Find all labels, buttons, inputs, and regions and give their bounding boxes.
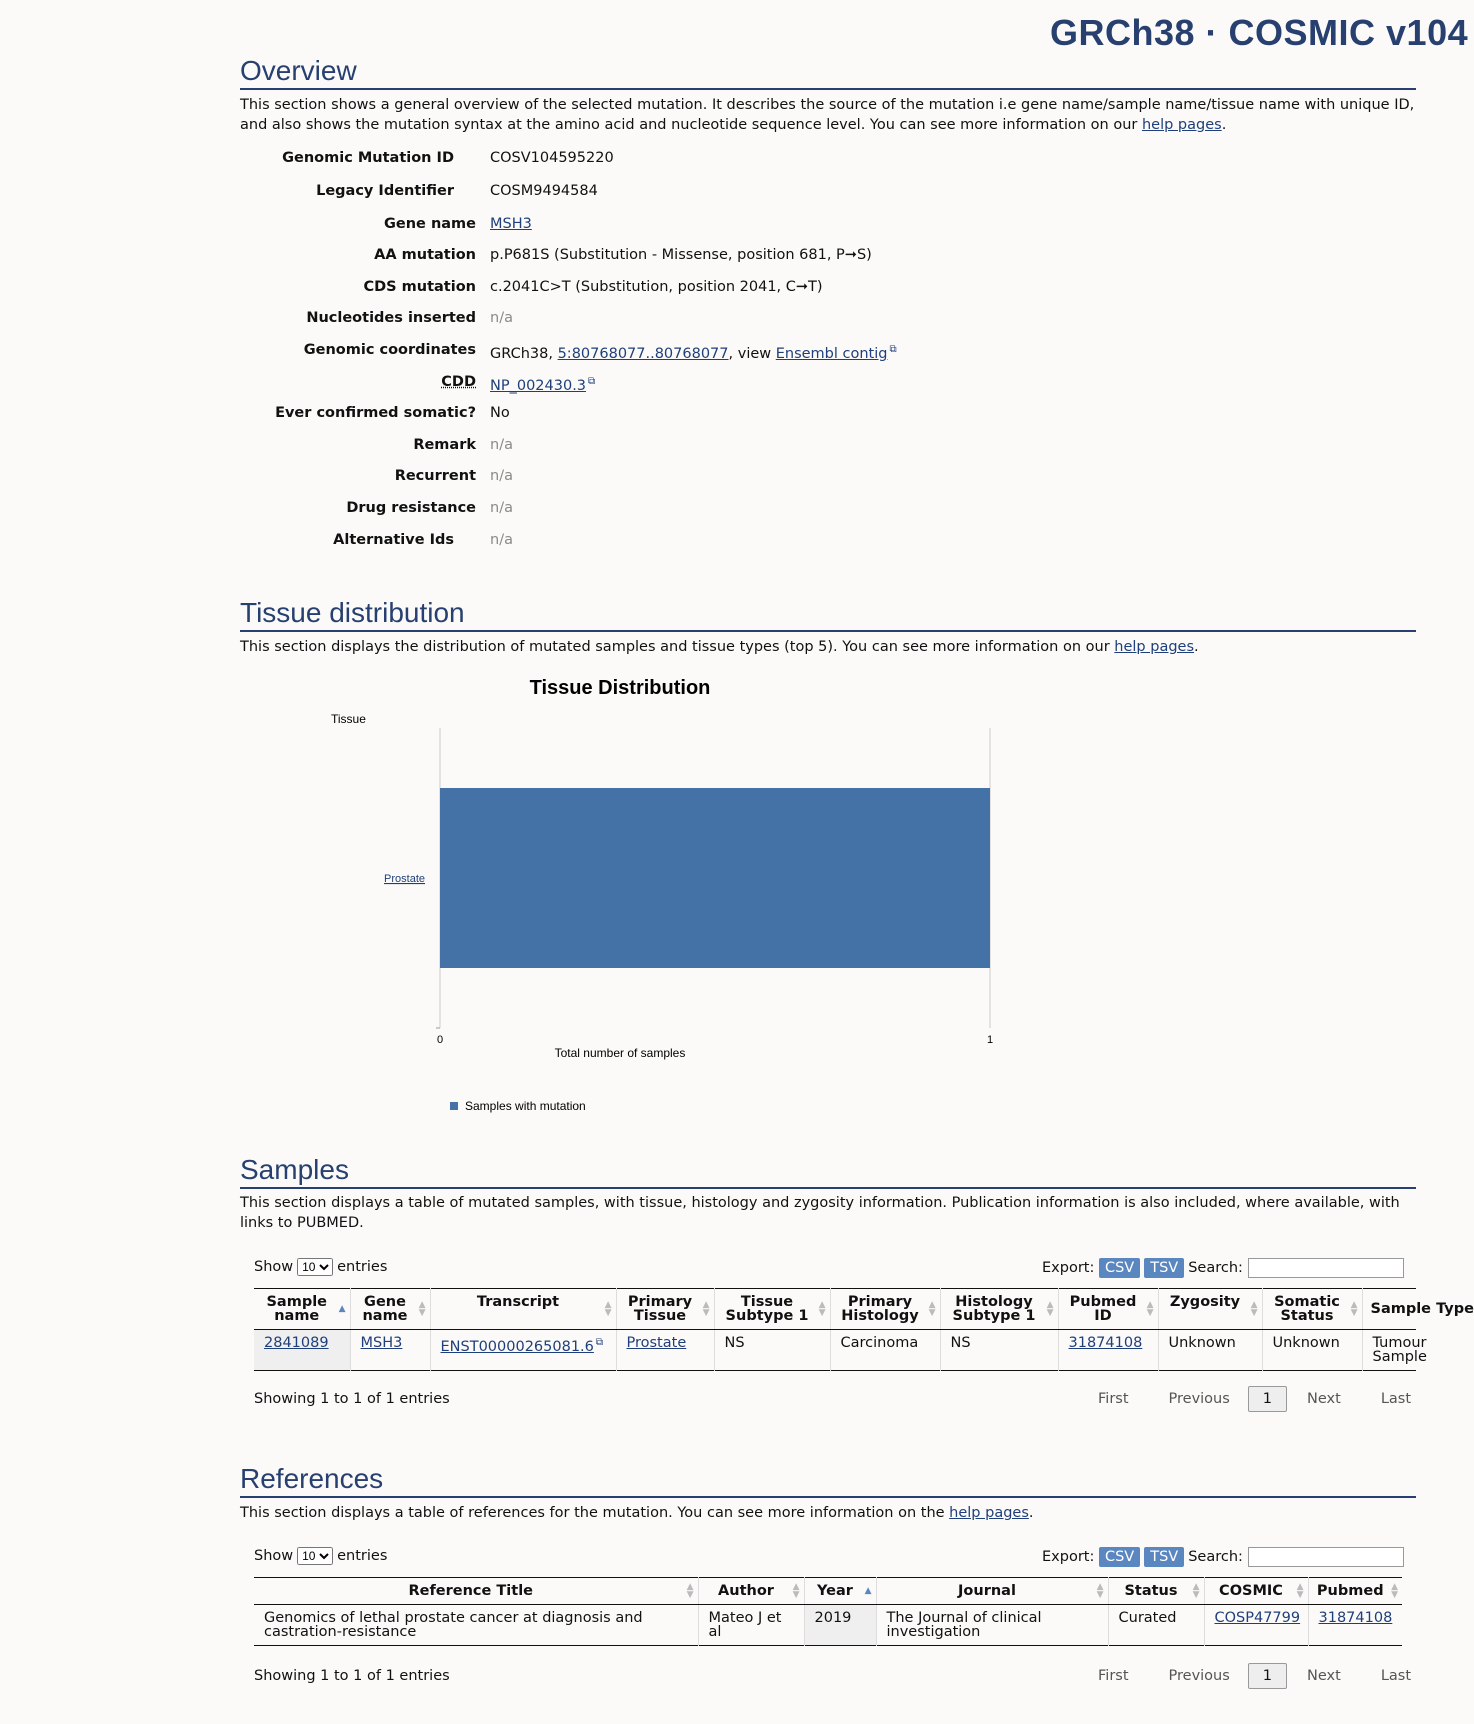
overview-help-link[interactable]: help pages [1141,117,1222,133]
sort-icon: ▲ ▼ [418,1300,426,1318]
cosmic-link[interactable]: COSP47799 [1214,1610,1301,1626]
table-row [254,1330,1416,1371]
next-page-button[interactable]: Next [1307,1668,1341,1684]
sort-icon: ▲ ▼ [1096,1582,1104,1600]
samples-info: Showing 1 to 1 of 1 entries [254,1391,450,1407]
zygosity-cell: Unknown [1158,1330,1262,1371]
samples-page-size-select[interactable] [297,1258,333,1276]
cds-mutation-value: c.2041C>T (Substitution, position 2041, C➞T) [490,279,823,295]
alternative-ids-value: n/a [490,532,513,548]
pubmed-link[interactable]: 31874108 [1318,1610,1393,1626]
sort-icon: ▲ ▼ [1391,1582,1398,1600]
recurrent-value: n/a [490,468,513,484]
sort-icon: ▲ ▼ [792,1582,800,1600]
sort-icon: ▲ ▼ [686,1582,694,1600]
samples-description: This section displays a table of mutated samples, with tissue, histology and zygosity information. Publication information is also included, where available, with links to PUBMED. [240,1195,1400,1231]
year-cell: 2019 [804,1605,876,1646]
author-cell: Mateo J et al [698,1605,804,1646]
legacy-identifier-value: COSM9494584 [490,183,598,199]
chart-x-tick-label: 1 [986,1034,994,1046]
nucleotides-inserted-value: n/a [490,310,513,326]
legend-label: Samples with mutation [465,1099,586,1113]
tissue-distribution-heading: Tissue distribution [240,596,1416,632]
col-somatic-status[interactable]: Somatic Status ▲ ▼ [1262,1289,1362,1330]
col-sample-name[interactable]: Sample name ▲ [254,1289,350,1330]
chart-category-label[interactable]: Prostate [384,873,425,885]
page-1-button[interactable]: 1 [1248,1663,1287,1689]
chart-x-axis-label: Total number of samples [554,1046,686,1060]
col-primary-tissue[interactable]: Primary Tissue ▲ ▼ [616,1289,714,1330]
samples-header-row [254,1289,1416,1330]
status-cell: Curated [1108,1605,1204,1646]
col-year[interactable]: Year ▲ [804,1578,876,1605]
sort-asc-icon: ▲ [338,1304,346,1314]
references-help-link[interactable]: help pages [949,1505,1029,1521]
references-search-input[interactable] [1248,1547,1404,1567]
primary-tissue-link[interactable]: Prostate [626,1335,687,1351]
col-pubmed-id[interactable]: Pubmed ID ▲ ▼ [1058,1289,1158,1330]
ever-confirmed-value: No [490,405,510,421]
sample-name-link[interactable]: 2841089 [264,1335,329,1351]
pubmed-id-link[interactable]: 31874108 [1068,1335,1143,1351]
references-info: Showing 1 to 1 of 1 entries [254,1668,450,1684]
samples-heading: Samples [240,1153,1416,1189]
reference-title-cell: Genomics of lethal prostate cancer at diagnosis and castration-resistance [264,1610,643,1640]
tissue-help-link[interactable]: help pages [1114,639,1195,655]
overview-heading: Overview [240,54,1416,90]
sort-icon: ▲ ▼ [702,1300,710,1318]
histology-subtype-cell: NS [940,1330,1058,1371]
col-transcript[interactable]: Transcript ▲ ▼ [430,1289,616,1330]
journal-cell: The Journal of clinical investigation [876,1605,1108,1646]
sort-icon: ▲ ▼ [1046,1300,1054,1318]
primary-histology-cell: Carcinoma [830,1330,940,1371]
references-header-row [254,1578,1402,1605]
col-cosmic[interactable]: COSMIC ▲ ▼ [1204,1578,1308,1605]
next-page-button[interactable]: Next [1307,1391,1341,1407]
samples-pagination [1058,1386,1411,1412]
samples-length-control: Show 10 entries [254,1258,387,1276]
aa-mutation-value: p.P681S (Substitution - Missense, position 681, P➞S) [490,247,872,263]
col-primary-histology[interactable]: Primary Histology ▲ ▼ [830,1289,940,1330]
references-table [254,1577,1402,1646]
references-export-controls: Export: CSV TSV Search: [1042,1547,1404,1567]
col-journal[interactable]: Journal ▲ ▼ [876,1578,1108,1605]
table-row [254,1605,1402,1646]
gene-name-link[interactable]: MSH3 [490,216,532,232]
drug-resistance-value: n/a [490,500,513,516]
col-histology-subtype[interactable]: Histology Subtype 1 ▲ ▼ [940,1289,1058,1330]
samples-table [254,1288,1474,1371]
chart-title: Tissue Distribution [529,677,711,699]
first-page-button[interactable]: First [1098,1391,1129,1407]
samples-tsv-button[interactable]: TSV [1144,1258,1184,1278]
samples-search-input[interactable] [1248,1258,1404,1278]
col-gene-name[interactable]: Gene name ▲ ▼ [350,1289,430,1330]
references-csv-button[interactable]: CSV [1099,1547,1140,1567]
col-author[interactable]: Author ▲ ▼ [698,1578,804,1605]
somatic-status-cell: Unknown [1262,1330,1362,1371]
references-heading: References [240,1462,1416,1498]
sort-icon: ▲ ▼ [1250,1300,1258,1318]
build-title: GRCh38 · COSMIC v104 [1050,12,1469,53]
samples-csv-button[interactable]: CSV [1099,1258,1140,1278]
col-tissue-subtype[interactable]: Tissue Subtype 1 ▲ ▼ [714,1289,830,1330]
page-1-button[interactable]: 1 [1248,1386,1287,1412]
references-length-control: Show 10 entries [254,1547,387,1565]
sort-icon: ▲ ▼ [1192,1582,1200,1600]
col-status[interactable]: Status ▲ ▼ [1108,1578,1204,1605]
sample-type-cell: Tumour Sample [1362,1330,1416,1371]
references-pagination [1058,1663,1411,1689]
sort-asc-icon: ▲ [864,1586,872,1596]
remark-value: n/a [490,437,513,453]
external-link-icon: ⧉ [588,376,596,387]
gene-name-link[interactable]: MSH3 [360,1335,403,1351]
sort-icon: ▲ ▼ [928,1300,936,1318]
last-page-button[interactable]: Last [1380,1668,1412,1684]
chart-bar [440,788,990,968]
col-reference-title[interactable]: Reference Title ▲ ▼ [254,1578,698,1605]
transcript-link[interactable]: ENST00000265081.6 [440,1338,594,1355]
previous-page-button[interactable]: Previous [1168,1391,1230,1407]
external-link-icon: ⧉ [595,1337,604,1348]
sort-icon: ▲ ▼ [1350,1300,1358,1318]
cdd-abbr: CDD [441,374,476,390]
col-zygosity[interactable]: Zygosity ▲ ▼ [1158,1289,1262,1330]
sort-icon: ▲ ▼ [1296,1582,1304,1600]
tissue-subtype-cell: NS [714,1330,830,1371]
tissue-description: This section displays the distribution of mutated samples and tissue types (top 5). You can see more information on our help pages. [240,639,1199,655]
last-page-button[interactable]: Last [1380,1391,1412,1407]
genomic-coordinates-link[interactable]: 5:80768077..80768077 [557,345,729,362]
samples-export-controls: Export: CSV TSV Search: [1042,1258,1404,1278]
references-page-size-select[interactable] [297,1547,333,1565]
sort-icon: ▲ ▼ [818,1300,826,1318]
ensembl-contig-link[interactable]: Ensembl contig [775,345,888,362]
external-link-icon: ⧉ [889,344,897,355]
chart-x-tick-label: 0 [436,1034,444,1046]
first-page-button[interactable]: First [1098,1668,1129,1684]
tissue-distribution-chart [300,670,1060,1130]
references-tsv-button[interactable]: TSV [1144,1547,1184,1567]
col-pubmed[interactable]: Pubmed ▲ ▼ [1308,1578,1402,1605]
col-sample-type[interactable]: Sample Type [1362,1289,1416,1330]
chart-y-axis-label: Tissue [331,712,366,726]
cdd-link[interactable]: NP_002430.3 [490,377,587,394]
sort-icon: ▲ ▼ [1146,1300,1154,1318]
overview-description: This section shows a general overview of the selected mutation. It describes the source of the mutation i.e gene name/sample name/tissue name with unique ID, and also shows the mutation syntax at the amino acid and nucleotide sequence level. You can see more information on our help pages. [240,97,1415,133]
genomic-mutation-id-value: COSV104595220 [490,150,614,166]
legend-swatch [450,1102,458,1110]
sort-icon: ▲ ▼ [604,1300,612,1318]
references-description: This section displays a table of references for the mutation. You can see more information on the help pages. [240,1505,1034,1521]
previous-page-button[interactable]: Previous [1168,1668,1230,1684]
